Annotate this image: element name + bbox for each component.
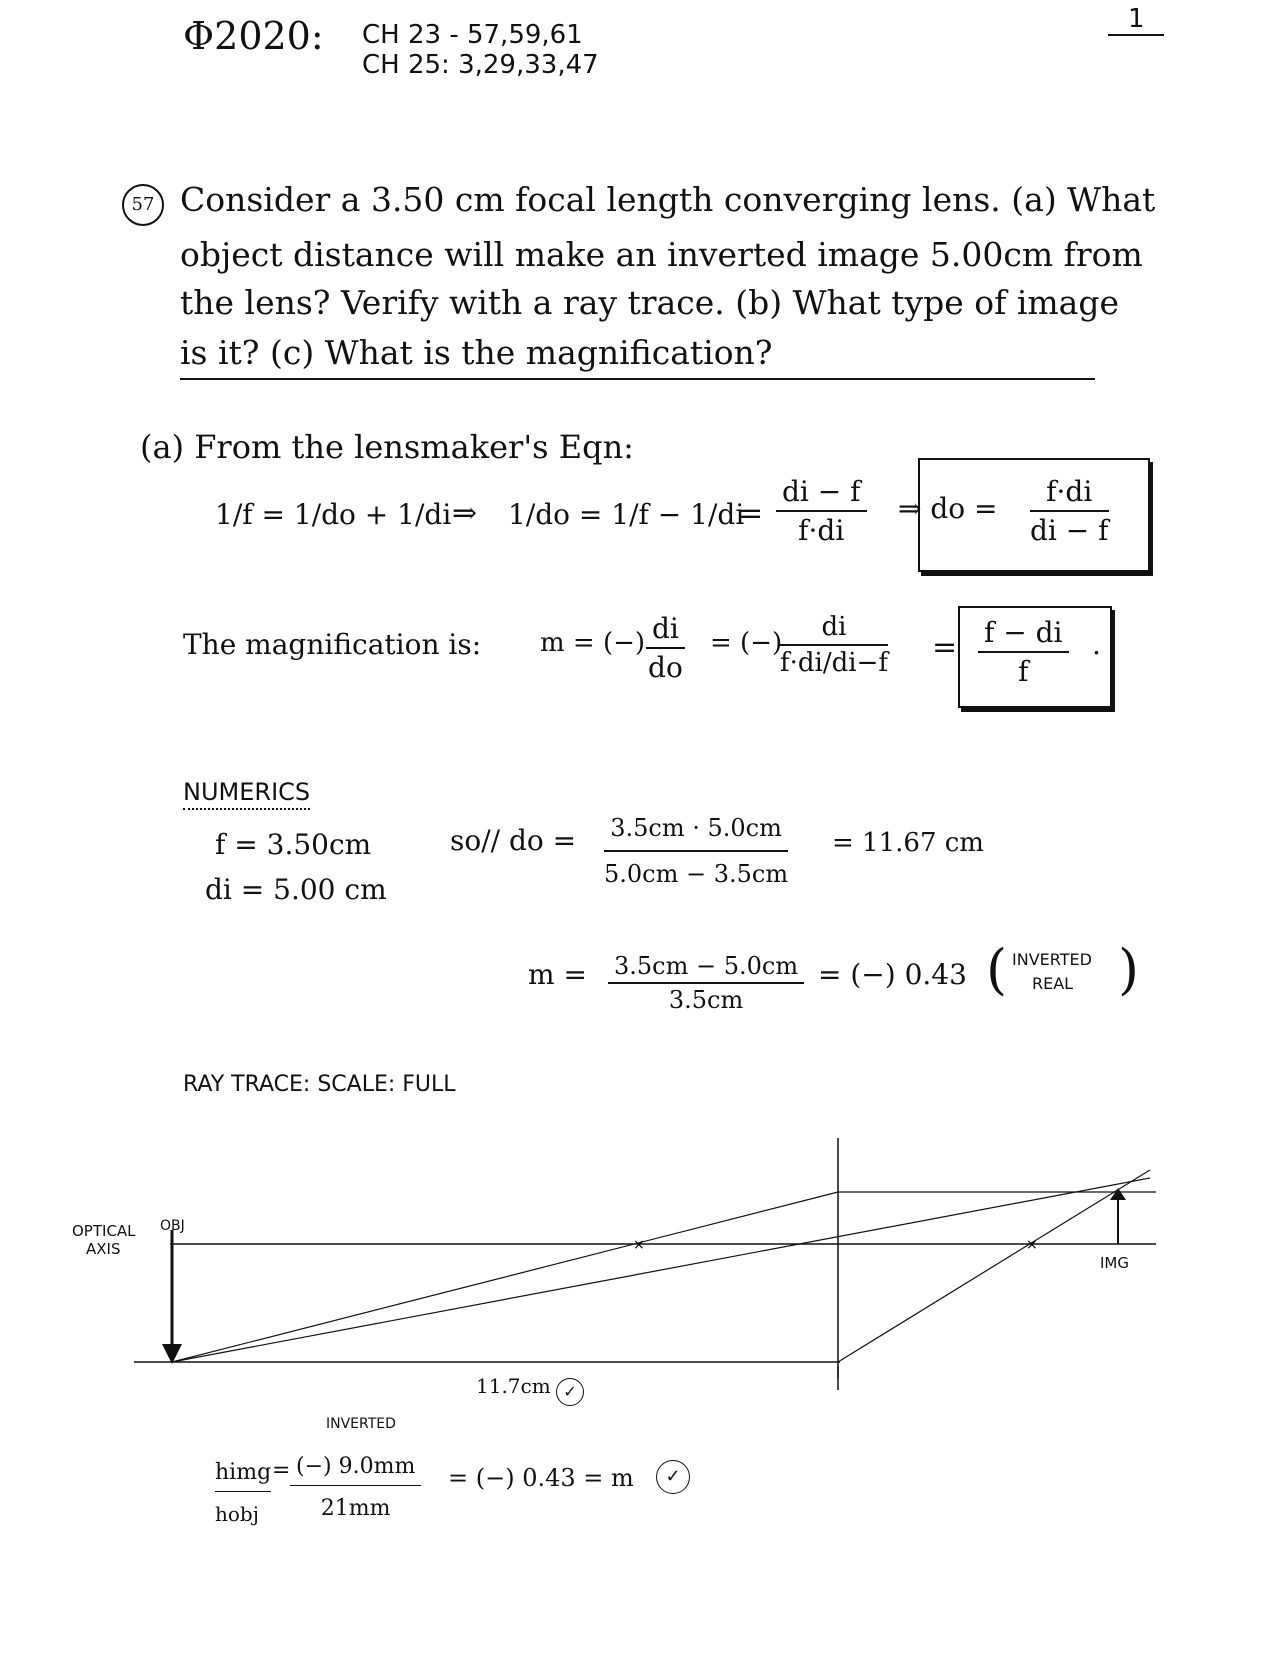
height-ratio-fraction <box>290 1454 421 1521</box>
object-distance-label: 11.7cm <box>476 1374 551 1398</box>
chapter-25-assignment: CH 25: 3,29,33,47 <box>362 50 599 80</box>
fraction-di-minus-f-over-fdi <box>776 475 867 547</box>
do-formula-label: ⇒ do = <box>898 492 998 525</box>
distance-check-mark: ✓ <box>563 1382 577 1401</box>
front-focal-point-mark: × <box>633 1237 645 1253</box>
course-code: Φ2020: <box>183 14 324 58</box>
focal-length-value: f = 3.50cm <box>215 828 372 861</box>
verification-result: = (−) 0.43 = m <box>448 1464 634 1492</box>
m-note-open-paren: ( <box>986 938 1008 1001</box>
image-label: IMG <box>1100 1254 1129 1272</box>
so-do-label: so// do = <box>450 824 577 857</box>
m-note-inverted: INVERTED <box>1012 950 1092 969</box>
m-numeric-fraction <box>608 952 804 1014</box>
chapter-23-assignment: CH 23 - 57,59,61 <box>362 20 583 50</box>
mag-frac2-numerator: di <box>780 612 888 646</box>
problem-line-3: the lens? Verify with a ray trace. (b) What type of image <box>180 283 1120 322</box>
image-distance-value: di = 5.00 cm <box>205 873 387 906</box>
do-numeric-fraction <box>604 814 788 888</box>
magnification-fraction-2 <box>780 612 888 678</box>
do-formula-denominator: di − f <box>1030 514 1109 547</box>
fraction-denominator: f·di <box>798 514 845 547</box>
m-note-close-paren: ) <box>1118 938 1140 1001</box>
problem-line-4: is it? (c) What is the magnification? <box>180 333 773 372</box>
problem-line-2: object distance will make an inverted image 5.00cm from <box>180 235 1143 274</box>
m-numeric-numerator: 3.5cm − 5.0cm <box>608 952 804 984</box>
m-numeric-denominator: 3.5cm <box>668 986 744 1014</box>
verification-check-mark: ✓ <box>665 1466 681 1487</box>
inverted-note: INVERTED <box>326 1416 396 1432</box>
verification-equals: = <box>272 1458 291 1483</box>
do-formula-fraction <box>1030 475 1109 547</box>
m-note-real: REAL <box>1032 974 1074 993</box>
boxed-mag-numerator: f − di <box>978 616 1069 653</box>
fraction-numerator: di − f <box>776 475 867 512</box>
rearranged-equation: 1/do = 1/f − 1/di <box>508 498 745 531</box>
h-img-label: himg <box>215 1460 271 1492</box>
do-result: = 11.67 cm <box>832 828 984 858</box>
m-result: = (−) 0.43 <box>818 958 967 991</box>
magnification-equals-3: = <box>932 630 958 665</box>
h-obj-label: hobj <box>215 1502 259 1526</box>
verification-check-circle <box>656 1460 690 1494</box>
optical-axis-label-1: OPTICAL <box>72 1222 136 1240</box>
ray-through-center <box>172 1178 1150 1362</box>
object-label: OBJ <box>160 1218 185 1234</box>
problem-underline <box>180 378 1095 380</box>
mag-frac1-denominator: do <box>648 651 683 684</box>
back-focal-point-mark: × <box>1026 1237 1038 1253</box>
boxed-magnification-fraction <box>978 616 1069 688</box>
problem-number: 57 <box>131 194 155 215</box>
height-ratio-numerator: (−) 9.0mm <box>290 1454 421 1486</box>
mag-frac1-numerator: di <box>646 612 685 649</box>
magnification-heading: The magnification is: <box>183 628 482 661</box>
page-number-underline <box>1108 34 1164 36</box>
magnification-m: m = (−) <box>540 628 646 658</box>
boxed-mag-period: . <box>1092 628 1101 661</box>
magnification-equals-2: = (−) <box>710 628 783 658</box>
equals-sign-1: = <box>738 496 764 531</box>
ray-through-front-focus <box>172 1192 838 1362</box>
magnification-fraction-di-over-do <box>646 612 685 684</box>
do-numeric-numerator: 3.5cm · 5.0cm <box>604 814 788 852</box>
mag-frac2-denominator: f·di/di−f <box>780 648 888 678</box>
do-formula-numerator: f·di <box>1030 475 1109 512</box>
lens-equation: 1/f = 1/do + 1/di <box>215 498 452 531</box>
optical-axis-label-2: AXIS <box>86 1240 121 1258</box>
boxed-mag-denominator: f <box>1018 655 1029 688</box>
ray-trace-diagram <box>0 1130 1280 1510</box>
page-number: 1 <box>1128 4 1145 34</box>
do-numeric-denominator: 5.0cm − 3.5cm <box>604 860 789 888</box>
problem-number-circle <box>122 184 164 226</box>
m-label: m = <box>528 958 587 991</box>
implies-arrow: ⇒ <box>452 496 478 531</box>
distance-check-circle <box>556 1378 584 1406</box>
problem-line-1: Consider a 3.50 cm focal length converging lens. (a) What <box>180 180 1156 219</box>
numerics-heading: NUMERICS <box>183 778 310 810</box>
ray-trace-heading: RAY TRACE: SCALE: FULL <box>183 1072 456 1097</box>
part-a-heading: (a) From the lensmaker's Eqn: <box>140 428 634 466</box>
height-ratio-denominator: 21mm <box>320 1496 391 1521</box>
